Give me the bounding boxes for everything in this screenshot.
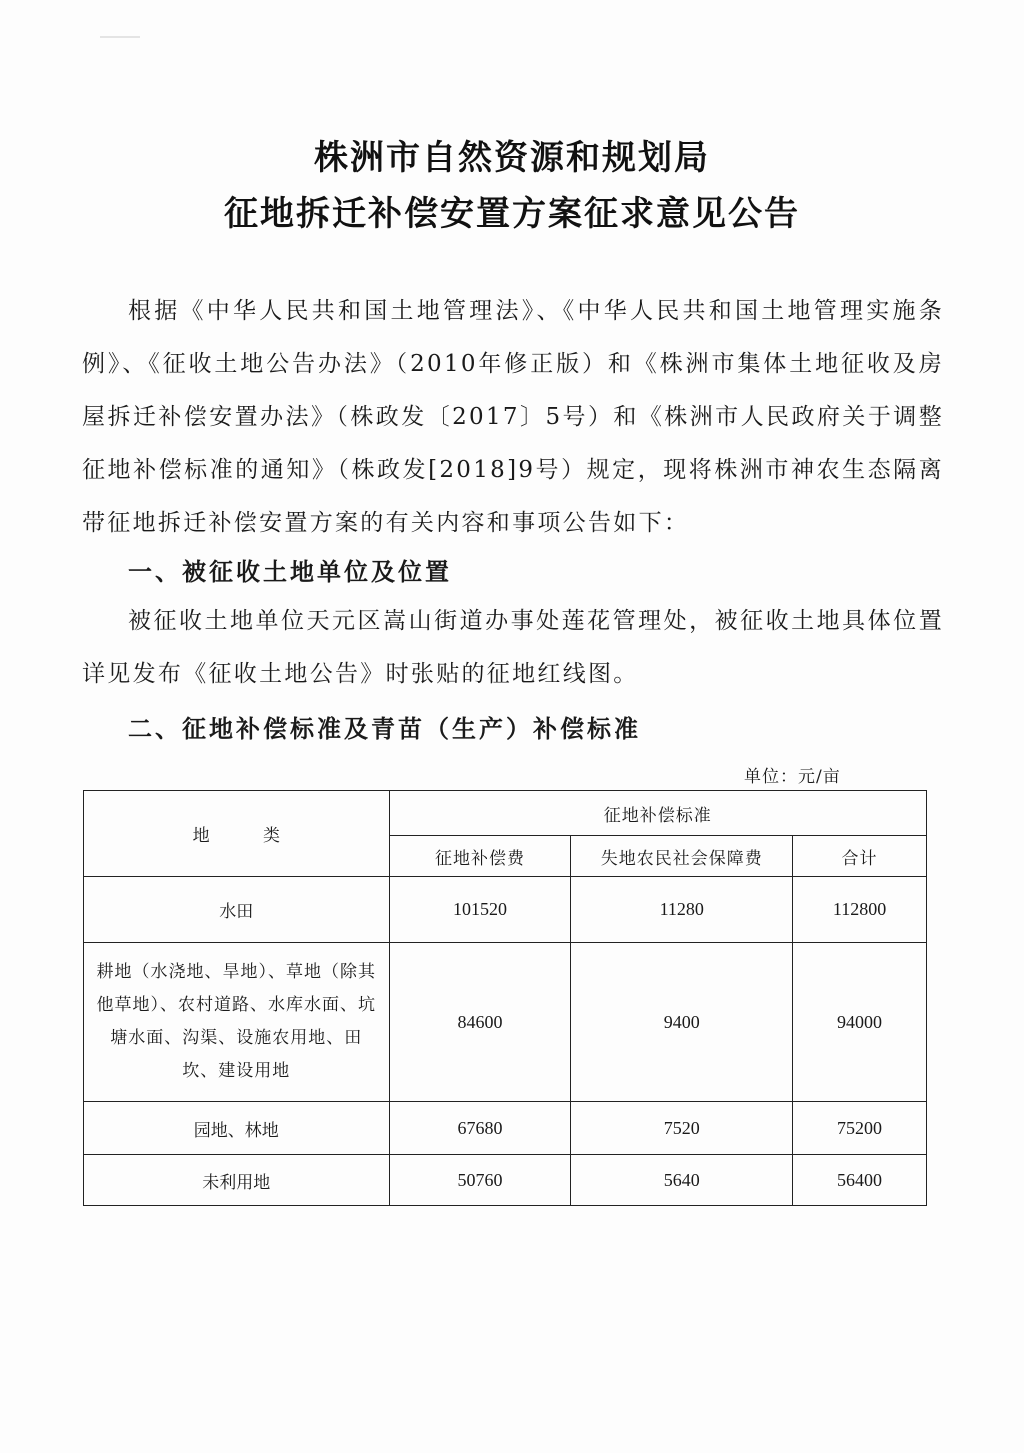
land-type-cell: 未利用地 — [84, 1155, 390, 1206]
document-title-line1: 株洲市自然资源和规划局 — [314, 138, 710, 178]
header-social-security: 失地农民社会保障费 — [571, 836, 793, 877]
land-type-cell — [84, 943, 390, 1102]
unit-label: 单位：元/亩 — [744, 767, 841, 787]
total-cell: 75200 — [793, 1102, 927, 1155]
social-security-cell: 7520 — [571, 1102, 793, 1155]
table-row — [84, 943, 927, 1102]
social-security-cell: 9400 — [571, 943, 793, 1102]
header-land-type — [84, 791, 390, 877]
intro-paragraph: 根据《中华人民共和国土地管理法》、《中华人民共和国土地管理实施条例》、《征收土地公告办法》（2010年修正版）和《株洲市集体土地征收及房屋拆迁补偿安置办法》（株政发〔2017〕5号）和《株洲市人民政府关于调整征地补偿标准的通知》（株政发[2018]9号）规定，现将株洲市神农生态隔离带征地拆迁补偿安置方案的有关内容和事项公告如下： — [82, 298, 944, 536]
land-type-cell: 水田 — [84, 877, 390, 943]
section1-text: 被征收土地单位天元区嵩山街道办事处莲花管理处，被征收土地具体位置详见发布《征收土地公告》时张贴的征地红线图。 — [82, 608, 944, 687]
social-security-cell: 5640 — [571, 1155, 793, 1206]
land-type-cell: 园地、林地 — [84, 1102, 390, 1155]
compensation-cell: 50760 — [389, 1155, 571, 1206]
compensation-cell: 67680 — [389, 1102, 571, 1155]
total-cell: 94000 — [793, 943, 927, 1102]
total-cell: 56400 — [793, 1155, 927, 1206]
scan-artifact — [100, 36, 140, 38]
header-compensation: 征地补偿费 — [389, 836, 571, 877]
header-total: 合计 — [793, 836, 927, 877]
section1-heading: 一、被征收土地单位及位置 — [128, 558, 452, 586]
header-group: 征地补偿标准 — [389, 791, 926, 836]
land-type-text: 耕地（水浇地、旱地）、草地（除其他草地）、农村道路、水库水面、坑塘水面、沟渠、设施农用地、田坎、建设用地 — [96, 962, 377, 1081]
section2-heading: 二、征地补偿标准及青苗（生产）补偿标准 — [128, 715, 641, 743]
table-row — [84, 1102, 927, 1155]
table-header-row — [84, 791, 927, 836]
compensation-cell: 84600 — [389, 943, 571, 1102]
compensation-table — [83, 790, 927, 1206]
document-title-line2: 征地拆迁补偿安置方案征求意见公告 — [224, 194, 800, 234]
total-cell: 112800 — [793, 877, 927, 943]
social-security-cell: 11280 — [571, 877, 793, 943]
table-row — [84, 877, 927, 943]
compensation-cell: 101520 — [389, 877, 571, 943]
table-row — [84, 1155, 927, 1206]
header-land-type-label: 地 类 — [192, 826, 304, 846]
